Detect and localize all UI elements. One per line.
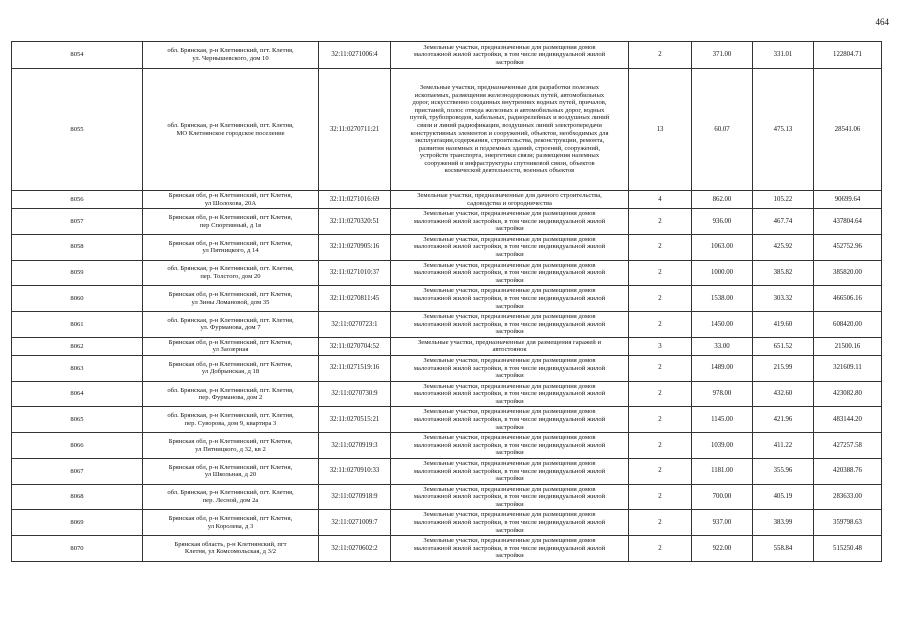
- row-number: 8065: [12, 407, 143, 433]
- specific-value-cell: 383.99: [753, 510, 814, 536]
- table-row: [12, 234, 882, 260]
- table-row: [12, 510, 882, 536]
- table-row: [12, 433, 882, 459]
- area-cell: 1039.00: [692, 433, 753, 459]
- row-number: 8066: [12, 433, 143, 459]
- table-row: [12, 407, 882, 433]
- land-use-cell: Земельные участки, предназначенные для размещения домов малоэтажной жилой застройки, в том числе индивидуальной жилой застройки: [391, 536, 629, 562]
- group-cell: 4: [629, 191, 692, 209]
- group-cell: 2: [629, 260, 692, 286]
- specific-value-cell: 425.92: [753, 234, 814, 260]
- group-cell: 2: [629, 407, 692, 433]
- cadastral-value-cell: 608420.00: [814, 312, 882, 338]
- cadastral-value-cell: 427257.58: [814, 433, 882, 459]
- table-row: [12, 260, 882, 286]
- specific-value-cell: 432.60: [753, 381, 814, 407]
- specific-value-cell: 405.19: [753, 484, 814, 510]
- land-use-cell: Земельные участки, предназначенные для размещения домов малоэтажной жилой застройки, в том числе индивидуальной жилой застройки: [391, 381, 629, 407]
- cadastral-number-cell: 32:11:0270730:9: [319, 381, 391, 407]
- area-cell: 60.07: [692, 69, 753, 191]
- land-use-cell: Земельные участки, предназначенные для дачного строительства, садоводства и огородничества: [391, 191, 629, 209]
- row-number: 8058: [12, 234, 143, 260]
- row-number: 8063: [12, 355, 143, 381]
- group-cell: 2: [629, 312, 692, 338]
- table-row: [12, 381, 882, 407]
- address-cell: обл. Брянская, р-н Клетнянский, пгт. Клетня, пер. Лесной, дом 2а: [143, 484, 319, 510]
- group-cell: 2: [629, 458, 692, 484]
- address-cell: обл. Брянская, р-н Клетнянский, пгт. Клетня, МО Клетнянское городское поселение: [143, 69, 319, 191]
- area-cell: 936.00: [692, 209, 753, 235]
- address-cell: Брянская обл, р-н Клетнянский, пгт Клетня, ул Школьная, д 20: [143, 458, 319, 484]
- land-use-cell: Земельные участки, предназначенные для размещения домов малоэтажной жилой застройки, в том числе индивидуальной жилой застройки: [391, 209, 629, 235]
- address-cell: Брянская область, р-н Клетнянский, пгт Клетня, ул Комсомольская, д 3/2: [143, 536, 319, 562]
- cadastral-value-cell: 423082.80: [814, 381, 882, 407]
- row-number: 8067: [12, 458, 143, 484]
- specific-value-cell: 421.96: [753, 407, 814, 433]
- table-row: [12, 312, 882, 338]
- cadastral-number-cell: 32:11:0270711:21: [319, 69, 391, 191]
- cadastral-value-cell: 466506.16: [814, 286, 882, 312]
- address-cell: Брянская обл, р-н Клетнянский, пгт Клетня, ул Королева, д 3: [143, 510, 319, 536]
- specific-value-cell: 411.22: [753, 433, 814, 459]
- cadastral-number-cell: 32:11:0270910:33: [319, 458, 391, 484]
- row-number: 8054: [12, 42, 143, 69]
- row-number: 8068: [12, 484, 143, 510]
- specific-value-cell: 467.74: [753, 209, 814, 235]
- group-cell: 2: [629, 536, 692, 562]
- cadastral-value-cell: 437804.64: [814, 209, 882, 235]
- area-cell: 1181.00: [692, 458, 753, 484]
- group-cell: 3: [629, 337, 692, 355]
- land-use-cell: Земельные участки, предназначенные для разработки полезных ископаемых, размещения железнодорожных путей, автомобильных дорог, искусственно созданных внутренних водных путей, причалов, пристаней, полос отвода железных и автомобильных дорог, водных путей, трубопроводов, кабельных, радиорелейных и воздушных линий связи и линий радиофикации, воздушных линий электропередачи конструктивных элементов и сооружений, объектов, необходимых для эксплуатации,содержания, строительства, реконструкции, ремонта, развития наземных и подземных зданий, строений, сооружений, устройств транспорта, энергетики связи; размещения наземных сооружений и инфраструктуры спутниковой связи, объектов космической деятельности, военных объектов: [391, 69, 629, 191]
- address-cell: Брянская обл, р-н Клетнянский, пгт Клетня, ул Заозерная: [143, 337, 319, 355]
- row-number: 8059: [12, 260, 143, 286]
- cadastral-value-cell: 359798.63: [814, 510, 882, 536]
- page-number: 464: [875, 17, 889, 27]
- cadastral-number-cell: 32:11:0271010:37: [319, 260, 391, 286]
- table-row: [12, 536, 882, 562]
- cadastral-number-cell: 32:11:0270918:9: [319, 484, 391, 510]
- specific-value-cell: 651.52: [753, 337, 814, 355]
- group-cell: 2: [629, 381, 692, 407]
- row-number: 8064: [12, 381, 143, 407]
- row-number: 8057: [12, 209, 143, 235]
- specific-value-cell: 475.13: [753, 69, 814, 191]
- group-cell: 2: [629, 209, 692, 235]
- cadastral-value-cell: 385820.00: [814, 260, 882, 286]
- cadastral-value-cell: 122804.71: [814, 42, 882, 69]
- cadastral-number-cell: 32:11:0270905:16: [319, 234, 391, 260]
- cadastral-value-cell: 483144.20: [814, 407, 882, 433]
- cadastral-number-cell: 32:11:0270919:3: [319, 433, 391, 459]
- group-cell: 2: [629, 286, 692, 312]
- land-use-cell: Земельные участки, предназначенные для размещения домов малоэтажной жилой застройки, в том числе индивидуальной жилой застройки: [391, 234, 629, 260]
- row-number: 8060: [12, 286, 143, 312]
- group-cell: 2: [629, 42, 692, 69]
- land-use-cell: Земельные участки, предназначенные для размещения гаражей и автостоянок: [391, 337, 629, 355]
- land-use-cell: Земельные участки, предназначенные для размещения домов малоэтажной жилой застройки, в том числе индивидуальной жилой застройки: [391, 407, 629, 433]
- group-cell: 2: [629, 234, 692, 260]
- land-use-cell: Земельные участки, предназначенные для размещения домов малоэтажной жилой застройки, в том числе индивидуальной жилой застройки: [391, 286, 629, 312]
- area-cell: 978.00: [692, 381, 753, 407]
- group-cell: 2: [629, 355, 692, 381]
- land-use-cell: Земельные участки, предназначенные для размещения домов малоэтажной жилой застройки, в том числе индивидуальной жилой застройки: [391, 355, 629, 381]
- cadastral-number-cell: 32:11:0270320:51: [319, 209, 391, 235]
- table-row: [12, 484, 882, 510]
- cadastral-value-table: [11, 41, 882, 562]
- land-use-cell: Земельные участки, предназначенные для размещения домов малоэтажной жилой застройки, в том числе индивидуальной жилой застройки: [391, 42, 629, 69]
- specific-value-cell: 105.22: [753, 191, 814, 209]
- cadastral-value-cell: 90699.64: [814, 191, 882, 209]
- area-cell: 1450.00: [692, 312, 753, 338]
- cadastral-value-cell: 321609.11: [814, 355, 882, 381]
- land-use-cell: Земельные участки, предназначенные для размещения домов малоэтажной жилой застройки, в том числе индивидуальной жилой застройки: [391, 458, 629, 484]
- cadastral-number-cell: 32:11:0271009:7: [319, 510, 391, 536]
- table-row: [12, 337, 882, 355]
- specific-value-cell: 558.84: [753, 536, 814, 562]
- specific-value-cell: 385.82: [753, 260, 814, 286]
- table-row: [12, 209, 882, 235]
- area-cell: 33.00: [692, 337, 753, 355]
- row-number: 8070: [12, 536, 143, 562]
- cadastral-number-cell: 32:11:0271519:16: [319, 355, 391, 381]
- land-use-cell: Земельные участки, предназначенные для размещения домов малоэтажной жилой застройки, в том числе индивидуальной жилой застройки: [391, 312, 629, 338]
- land-use-cell: Земельные участки, предназначенные для размещения домов малоэтажной жилой застройки, в том числе индивидуальной жилой застройки: [391, 510, 629, 536]
- address-cell: обл. Брянская, р-н Клетнянский, пгт. Клетня, пер. Суворова, дом 9, квартира 3: [143, 407, 319, 433]
- cadastral-number-cell: 32:11:0270704:52: [319, 337, 391, 355]
- cadastral-value-cell: 452752.96: [814, 234, 882, 260]
- specific-value-cell: 303.32: [753, 286, 814, 312]
- specific-value-cell: 355.96: [753, 458, 814, 484]
- table-row: [12, 286, 882, 312]
- land-use-cell: Земельные участки, предназначенные для размещения домов малоэтажной жилой застройки, в том числе индивидуальной жилой застройки: [391, 260, 629, 286]
- group-cell: 2: [629, 433, 692, 459]
- row-number: 8069: [12, 510, 143, 536]
- address-cell: обл. Брянская, р-н Клетнянский, пгт. Клетня, ул. Фурманова, дом 7: [143, 312, 319, 338]
- land-use-cell: Земельные участки, предназначенные для размещения домов малоэтажной жилой застройки, в том числе индивидуальной жилой застройки: [391, 433, 629, 459]
- cadastral-number-cell: 32:11:0270723:1: [319, 312, 391, 338]
- table-row: [12, 458, 882, 484]
- cadastral-number-cell: 32:11:0270811:45: [319, 286, 391, 312]
- table-row: [12, 42, 882, 69]
- group-cell: 2: [629, 484, 692, 510]
- address-cell: обл. Брянская, р-н Клетнянский, пгт. Клетня, пер. Фурманова, дом 2: [143, 381, 319, 407]
- land-use-cell: Земельные участки, предназначенные для размещения домов малоэтажной жилой застройки, в том числе индивидуальной жилой застройки: [391, 484, 629, 510]
- address-cell: обл. Брянская, р-н Клетнянский, пгт. Клетня, ул. Чернышевского, дом 10: [143, 42, 319, 69]
- cadastral-number-cell: 32:11:0271016:69: [319, 191, 391, 209]
- row-number: 8062: [12, 337, 143, 355]
- area-cell: 371.00: [692, 42, 753, 69]
- row-number: 8056: [12, 191, 143, 209]
- address-cell: Брянская обл, р-н Клетнянский, пгт Клетня, ул Добрынская, д 18: [143, 355, 319, 381]
- area-cell: 1063.00: [692, 234, 753, 260]
- cadastral-value-cell: 420388.76: [814, 458, 882, 484]
- row-number: 8061: [12, 312, 143, 338]
- area-cell: 862.00: [692, 191, 753, 209]
- cadastral-number-cell: 32:11:0270602:2: [319, 536, 391, 562]
- address-cell: Брянская обл, р-н Клетнянский, пгт Клетня, пер Спортивный, д 1в: [143, 209, 319, 235]
- address-cell: Брянская обл, р-н Клетнянский, пгт Клетня, ул Пятницкого, д 14: [143, 234, 319, 260]
- cadastral-value-cell: 515250.48: [814, 536, 882, 562]
- area-cell: 922.00: [692, 536, 753, 562]
- cadastral-number-cell: 32:11:0271006:4: [319, 42, 391, 69]
- address-cell: обл. Брянская, р-н Клетнянский, пгт. Клетня, пер. Толстого, дом 20: [143, 260, 319, 286]
- cadastral-number-cell: 32:11:0270515:21: [319, 407, 391, 433]
- area-cell: 1489.00: [692, 355, 753, 381]
- cadastral-value-cell: 28541.06: [814, 69, 882, 191]
- area-cell: 1000.00: [692, 260, 753, 286]
- specific-value-cell: 419.60: [753, 312, 814, 338]
- area-cell: 1145.00: [692, 407, 753, 433]
- table-row: [12, 191, 882, 209]
- cadastral-value-cell: 283633.00: [814, 484, 882, 510]
- table-row: [12, 69, 882, 191]
- group-cell: 13: [629, 69, 692, 191]
- area-cell: 700.00: [692, 484, 753, 510]
- area-cell: 937.00: [692, 510, 753, 536]
- area-cell: 1538.00: [692, 286, 753, 312]
- cadastral-value-cell: 21500.16: [814, 337, 882, 355]
- row-number: 8055: [12, 69, 143, 191]
- address-cell: Брянская обл, р-н Клетнянский, пгт Клетня, ул Шолохова, 20А: [143, 191, 319, 209]
- address-cell: Брянская обл, р-н Клетнянский, пгт Клетня, ул Пятницкого, д 32, кв 2: [143, 433, 319, 459]
- address-cell: Брянская обл, р-н Клетнянский, пгт Клетня, ул Зины Ломановой, дом 35: [143, 286, 319, 312]
- group-cell: 2: [629, 510, 692, 536]
- table-row: [12, 355, 882, 381]
- specific-value-cell: 331.01: [753, 42, 814, 69]
- table-body: [12, 42, 882, 562]
- specific-value-cell: 215.99: [753, 355, 814, 381]
